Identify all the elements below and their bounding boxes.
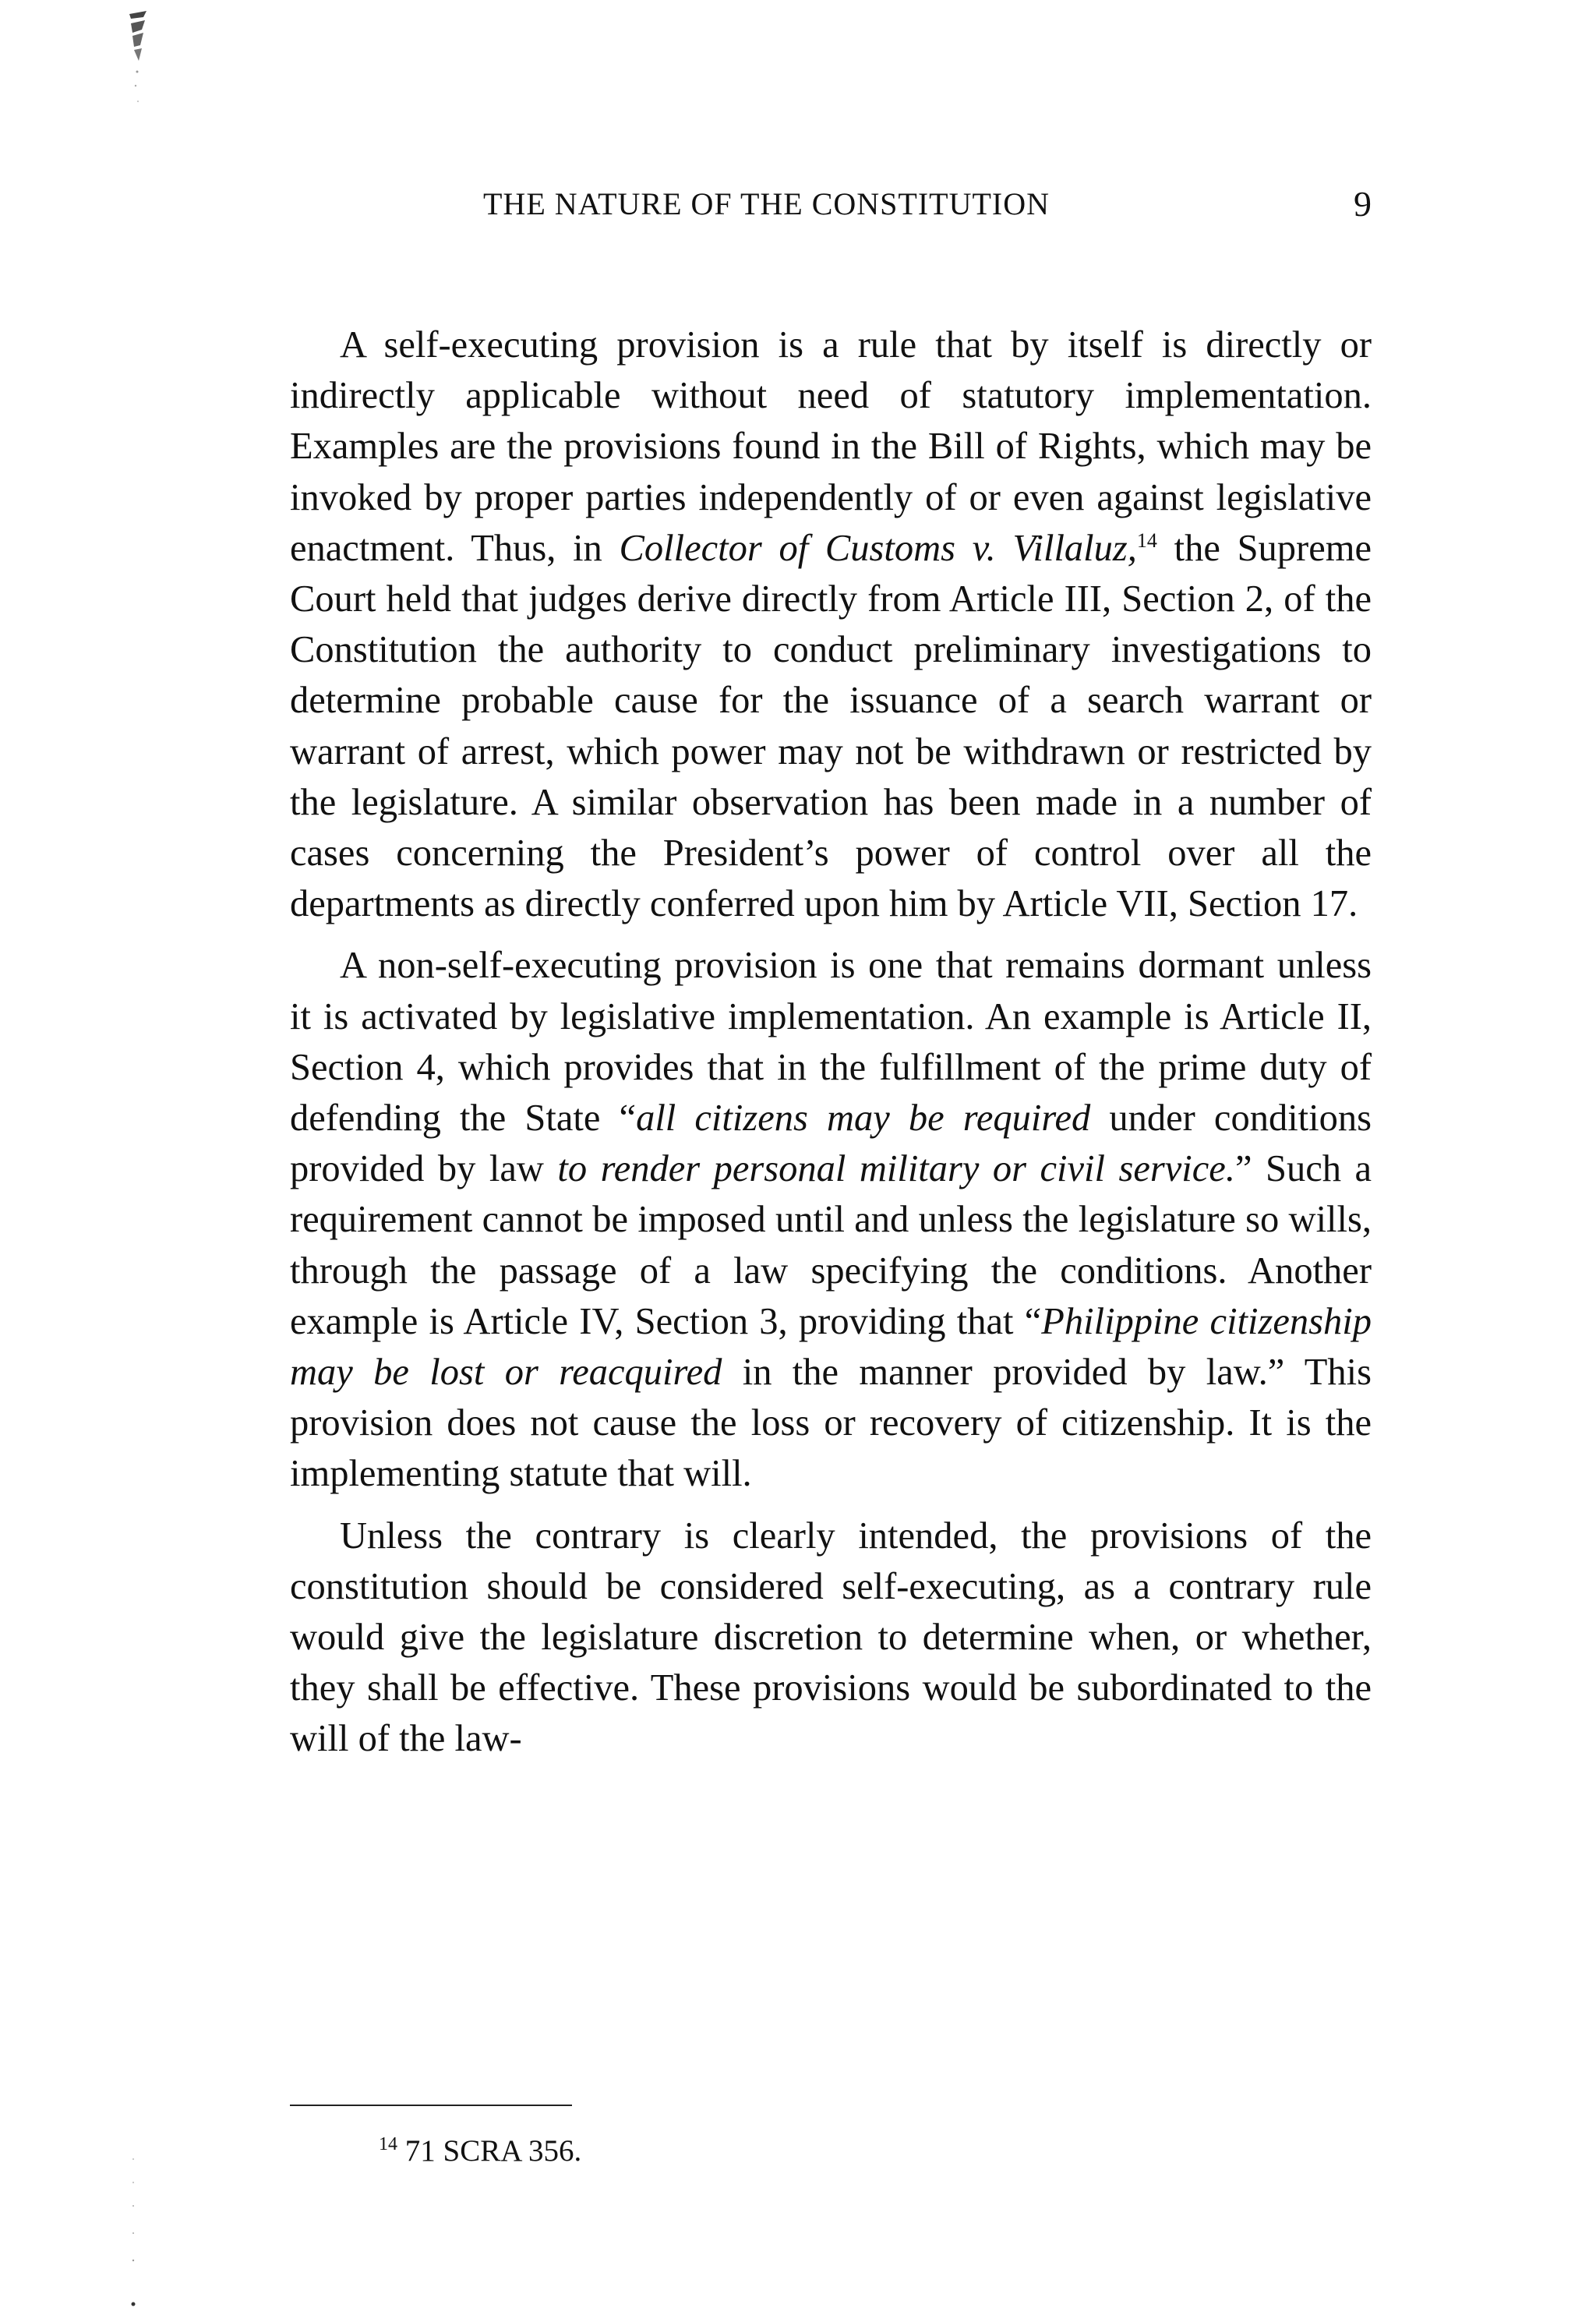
footnote-divider <box>290 2105 572 2106</box>
text-run: in the manner provided by law.” This provision does not cause the loss or recovery of citizenship. It is the implementing statute that will. <box>290 1352 1372 1495</box>
page-number: 9 <box>1354 184 1372 224</box>
paragraph <box>290 940 1372 1499</box>
italic-text: to render personal military or civil service. <box>557 1148 1235 1190</box>
text-run: under conditions provided by law <box>290 1097 1372 1190</box>
running-head <box>290 181 1372 228</box>
paragraph <box>290 320 1372 929</box>
italic-text: Philippine citizenship may be lost or reacquired <box>290 1300 1372 1394</box>
paragraph <box>290 1511 1372 1765</box>
italic-text: Collector of Customs v. Villaluz, <box>619 527 1137 569</box>
footnote-reference: 14 <box>1136 528 1157 552</box>
footnote <box>379 2128 581 2175</box>
text-run: A self-executing provision is a rule that by itself is directly or indirectly applicable without need of statutory implementation. Examples are the provisions found in the Bill of Rights, which may be invoked by proper parties independently of or even against legislative enactment. Thus, in <box>290 324 1372 569</box>
italic-text: all citizens may be required <box>636 1097 1091 1140</box>
text-run: A non-self-executing provision is one that remains dormant unless it is activated by legislative implementation. An example is Article II, Section 4, which provides that in the fulfillment of the prime duty of defending the State “ <box>290 945 1372 1140</box>
body-text <box>290 320 1372 1765</box>
footnote-text: 71 SCRA 356. <box>404 2134 582 2168</box>
scan-dots-icon <box>129 2151 137 2315</box>
footnote-marker: 14 <box>379 2134 397 2154</box>
text-run: Unless the contrary is clearly intended, the provisions of the constitution should be considered self-executing, as a contrary rule would give the legislature discretion to determine when, or whether, they shall be effective. These provisions would be subordinated to the will of the law- <box>290 1514 1372 1760</box>
scan-artifact-icon <box>128 9 148 126</box>
running-title: THE NATURE OF THE CONSTITUTION <box>483 186 1050 221</box>
text-run: ” Such a requirement cannot be imposed until and unless the legislature so wills, through the passage of a law specifying the conditions. Another example is Article IV, Section 3, providing that “ <box>290 1148 1372 1342</box>
text-run: the Supreme Court held that judges derive directly from Article III, Section 2, of the Constitution the authority to conduct preliminary investigations to determine probable cause for the issuance of a search warrant or warrant of arrest, which power may not be withdrawn or restricted by the legislature. A similar observation has been made in a number of cases concerning the President’s power of control over all the departments as directly conferred upon him by Article VII, Section 17. <box>290 527 1372 925</box>
